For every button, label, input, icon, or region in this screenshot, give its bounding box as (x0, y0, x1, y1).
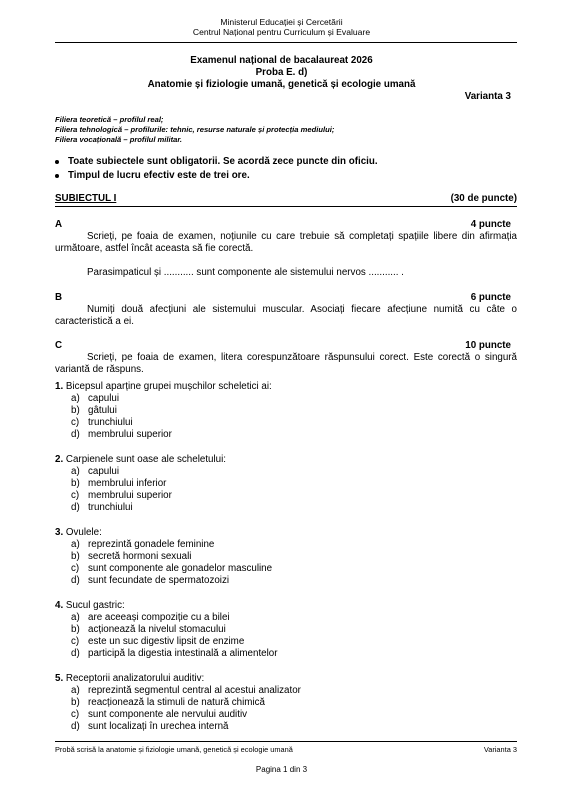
option-text: membrului superior (88, 490, 172, 501)
answer-option (55, 685, 301, 697)
answer-option (55, 697, 301, 709)
option-letter: a) (71, 612, 80, 623)
ministry-header (0, 17, 563, 37)
exam-subject: Anatomie și fiziologie umană, genetică și ecologie umană (147, 79, 416, 90)
question-1 (55, 381, 272, 441)
option-text: reprezintă segmentul central al acestui analizator (88, 685, 301, 696)
bullet-icon (55, 174, 59, 178)
answer-option (55, 502, 226, 514)
question-stem: Bicepsul aparține grupei mușchilor scheletici ai: (65, 381, 272, 392)
question-number: 2. (55, 454, 64, 465)
header-divider (55, 42, 517, 43)
answer-option (55, 393, 272, 405)
option-letter: c) (71, 636, 80, 647)
question-stem: Carpienele sunt oase ale scheletului: (65, 454, 227, 465)
option-text: participă la digestia intestinală a alimentelor (88, 648, 278, 659)
answer-option (55, 721, 301, 733)
option-letter: d) (71, 721, 80, 732)
option-text: gâtului (88, 405, 117, 416)
section-c-text: Scrieți, pe foaia de examen, litera corespunzătoare răspunsului corect. Este corectă o singură variantă de răspuns. (55, 352, 517, 375)
section-c-heading (55, 340, 511, 351)
option-letter: b) (71, 478, 80, 489)
answer-option (55, 429, 272, 441)
option-text: membrului superior (88, 429, 172, 440)
option-text: are aceeași compoziție cu a bilei (88, 612, 230, 623)
bullet-icon (55, 160, 59, 164)
option-text: membrului inferior (88, 478, 167, 489)
answer-option (55, 405, 272, 417)
answer-option (55, 417, 272, 429)
section-points: 6 puncte (470, 292, 511, 303)
exam-test: Proba E. d) (255, 67, 308, 78)
option-text: acționează la nivelul stomacului (88, 624, 226, 635)
option-text: trunchiului (88, 417, 133, 428)
option-letter: c) (71, 490, 80, 501)
answer-option (55, 551, 272, 563)
question-5 (55, 673, 301, 733)
question-2 (55, 454, 226, 514)
question-4 (55, 600, 278, 660)
section-b-text: Numiți două afecțiuni ale sistemului muscular. Asociați fiecare afecțiune numită cu câte o caracteristică a ei. (55, 304, 517, 327)
section-a-text: Scrieți, pe foaia de examen, noțiunile cu care trebuie să completați spațiile libere din afirmația următoare, astfel încât aceasta să fie corectă. (55, 231, 517, 254)
variant-label: Varianta 3 (464, 91, 511, 102)
option-letter: c) (71, 709, 80, 720)
section-letter: C (55, 340, 63, 351)
option-letter: a) (71, 466, 80, 477)
answer-option (55, 575, 272, 587)
footer-variant: Varianta 3 (483, 745, 517, 754)
option-letter: b) (71, 405, 80, 416)
answer-option (55, 612, 278, 624)
subject-heading (55, 193, 517, 204)
option-letter: b) (71, 624, 80, 635)
subject-points: (30 de puncte) (450, 193, 517, 204)
question-stem: Ovulele: (65, 527, 102, 538)
ministry-name: Ministerul Educației și Cercetării (220, 17, 343, 27)
exam-name: Examenul național de bacalaureat 2026 (190, 55, 373, 66)
page-number: Pagina 1 din 3 (255, 765, 308, 774)
option-text: sunt fecundate de spermatozoizi (88, 575, 230, 586)
option-text: capului (88, 393, 120, 404)
option-letter: d) (71, 429, 80, 440)
instruction-text: Timpul de lucru efectiv este de trei ore. (68, 170, 250, 181)
section-points: 10 puncte (465, 340, 511, 351)
option-text: sunt localizați în urechea internă (88, 721, 229, 732)
filiera-item: Filiera vocațională – profilul militar. (55, 135, 183, 144)
option-letter: d) (71, 575, 80, 586)
option-letter: a) (71, 393, 80, 404)
instruction-item (55, 169, 378, 183)
answer-option (55, 466, 226, 478)
footer-subject: Probă scrisă la anatomie și fiziologie umană, genetică și ecologie umană (55, 745, 293, 754)
filiera-item: Filiera tehnologică – profilurile: tehnic, resurse naturale și protecția mediului; (55, 125, 335, 134)
answer-option (55, 539, 272, 551)
option-text: capului (88, 466, 120, 477)
option-letter: a) (71, 539, 80, 550)
question-3 (55, 527, 272, 587)
option-letter: c) (71, 417, 80, 428)
exam-title (0, 55, 563, 91)
instruction-text: Toate subiectele sunt obligatorii. Se acordă zece puncte din oficiu. (68, 156, 378, 167)
answer-option (55, 648, 278, 660)
instructions-list (55, 155, 378, 183)
option-text: secretă hormoni sexuali (88, 551, 192, 562)
section-points: 4 puncte (470, 219, 511, 230)
page-footer (55, 745, 517, 754)
filiera-item: Filiera teoretică – profilul real; (55, 115, 164, 124)
section-b-heading (55, 292, 511, 303)
question-number: 1. (55, 381, 64, 392)
option-text: sunt componente ale gonadelor masculine (88, 563, 273, 574)
option-letter: d) (71, 648, 80, 659)
subject-label: SUBIECTUL I (55, 193, 117, 204)
option-text: trunchiului (88, 502, 133, 513)
answer-option (55, 636, 278, 648)
section-a-sentence: Parasimpaticul și ........... sunt componente ale sistemului nervos ........... . (87, 267, 404, 278)
footer-divider (55, 741, 517, 742)
filiere-list (55, 115, 334, 145)
section-letter: B (55, 292, 63, 303)
question-number: 4. (55, 600, 64, 611)
option-text: sunt componente ale nervului auditiv (88, 709, 248, 720)
option-letter: d) (71, 502, 80, 513)
section-a-heading (55, 219, 511, 230)
option-text: este un suc digestiv lipsit de enzime (88, 636, 245, 647)
instruction-item (55, 155, 378, 169)
answer-option (55, 709, 301, 721)
option-letter: b) (71, 551, 80, 562)
option-letter: c) (71, 563, 80, 574)
answer-option (55, 490, 226, 502)
subject-divider (55, 206, 517, 207)
section-letter: A (55, 219, 63, 230)
option-text: reacționează la stimuli de natură chimică (88, 697, 265, 708)
answer-option (55, 624, 278, 636)
option-text: reprezintă gonadele feminine (88, 539, 215, 550)
question-stem: Sucul gastric: (65, 600, 125, 611)
option-letter: b) (71, 697, 80, 708)
question-number: 3. (55, 527, 64, 538)
center-name: Centrul Național pentru Curriculum și Evaluare (192, 27, 371, 37)
question-number: 5. (55, 673, 64, 684)
answer-option (55, 478, 226, 490)
option-letter: a) (71, 685, 80, 696)
answer-option (55, 563, 272, 575)
question-stem: Receptorii analizatorului auditiv: (65, 673, 205, 684)
